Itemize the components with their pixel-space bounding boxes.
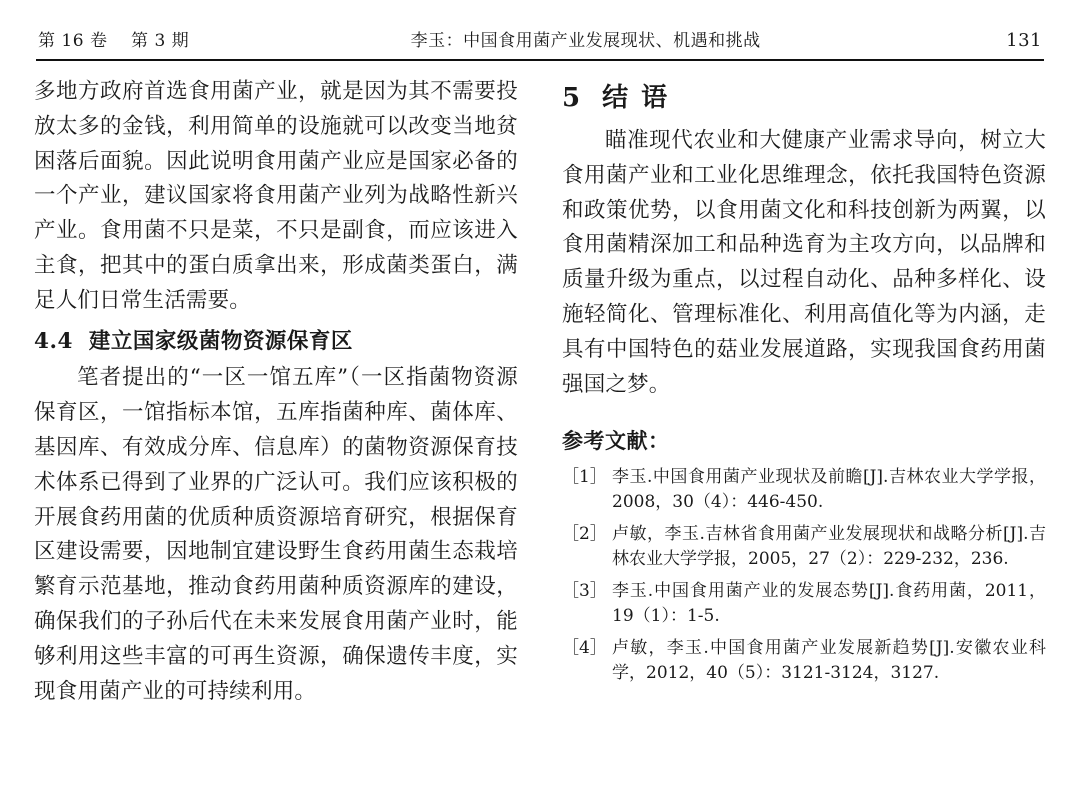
article-title-header: 李玉：中国食用菌产业发展现状、机遇和挑战 — [410, 31, 761, 51]
reference-text: 李玉.中国食用菌产业现状及前瞻[J].吉林农业大学学报，2008，30（4）：446-450. — [612, 466, 1046, 513]
list-item — [562, 465, 1046, 516]
list-item — [562, 579, 1046, 630]
list-item — [562, 636, 1046, 687]
right-column — [562, 75, 1046, 693]
reference-text: 李玉.中国食用菌产业的发展态势[J].食药用菌，2011，19（1）：1-5. — [612, 580, 1046, 627]
section-number: 5 — [562, 83, 583, 113]
section-heading — [562, 77, 1046, 114]
reference-marker: ［2］ — [562, 523, 607, 544]
header-rule — [36, 59, 1044, 61]
references-heading: 参考文献： — [562, 427, 670, 453]
running-head — [34, 26, 1046, 59]
section-paragraph: 瞄准现代农业和大健康产业需求导向，树立大食用菌产业和工业化思维理念，依托我国特色资源和政策优势，以食用菌文化和科技创新为两翼，以食用菌精深加工和品种选育为主攻方向，以品牌和质量升级为重点，以过程自动化、品种多样化、设施轻简化、管理标准化、利用高值化等为内涵，走具有中国特色的菇业发展道路，实现我国食药用菌强国之梦。 — [562, 128, 1046, 397]
reference-marker: ［4］ — [562, 637, 607, 658]
reference-list — [562, 465, 1046, 687]
reference-text: 卢敏，李玉.吉林省食用菌产业发展现状和战略分析[J].吉林农业大学学报，2005，27（2）：229-232，236. — [612, 523, 1046, 570]
two-column-body — [34, 75, 1046, 709]
subsection-heading — [34, 325, 518, 359]
page-number: 131 — [1006, 30, 1042, 51]
left-column — [34, 75, 518, 709]
subsection-title: 建立国家级菌物资源保育区 — [88, 328, 353, 354]
section-title: 结 语 — [602, 83, 670, 113]
subsection-paragraph: 笔者提出的“一区一馆五库”（一区指菌物资源保育区，一馆指标本馆，五库指菌种库、菌体库、基因库、有效成分库、信息库）的菌物资源保育技术体系已得到了业界的广泛认可。我们应该积极的开展食药用菌的优质种质资源培育研究，根据保育区建设需要，因地制宜建设野生食药用菌生态栽培繁育示范基地，推动食药用菌种质资源库的建设，确保我们的子孙后代在未来发展食用菌产业时，能够利用这些丰富的可再生资源，确保遗传丰度，实现食用菌产业的可持续利用。 — [34, 365, 518, 704]
list-item — [562, 522, 1046, 573]
continued-paragraph: 多地方政府首选食用菌产业，就是因为其不需要投放太多的金钱，利用简单的设施就可以改变当地贫困落后面貌。因此说明食用菌产业应是国家必备的一个产业，建议国家将食用菌产业列为战略性新兴产业。食用菌不只是菜，不只是副食，而应该进入主食，把其中的蛋白质拿出来，形成菌类蛋白，满足人们日常生活需要。 — [34, 79, 518, 313]
reference-marker: ［3］ — [562, 580, 607, 601]
reference-marker: ［1］ — [562, 466, 607, 487]
reference-text: 卢敏，李玉.中国食用菌产业发展新趋势[J].安徽农业科学，2012，40（5）：3121-3124，3127. — [612, 637, 1046, 684]
volume-issue: 第 16 卷 第 3 期 — [38, 31, 190, 51]
subsection-number: 4.4 — [34, 328, 73, 354]
